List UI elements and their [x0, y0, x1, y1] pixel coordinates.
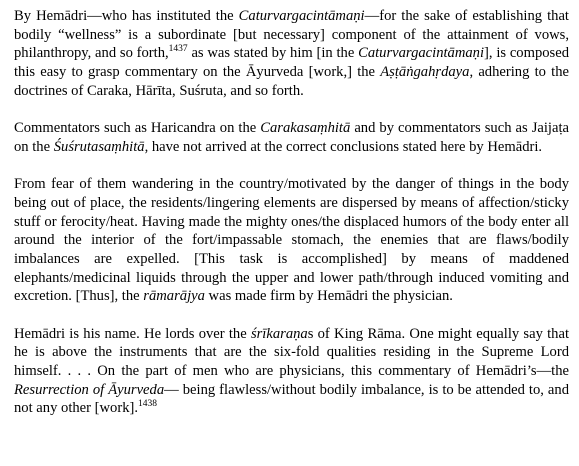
- italic-term: Carakasaṃhitā: [260, 120, 351, 137]
- italic-term: Aṣṭāṅgahṛdaya: [380, 64, 470, 81]
- italic-term: Resurrection of Āyurveda: [14, 381, 165, 398]
- text-run: s of King Rāma. One might equally say that he is above the instruments that are the six-fold qualities residing in the Supreme Lord himself. . . . On the part of men who are physicians, this commentary of Hemādri’s—the: [14, 325, 569, 380]
- footnote-marker: 1438: [138, 398, 158, 409]
- italic-term: śrīkaraṇa: [250, 325, 308, 342]
- italic-term: Caturvargacintāmaṇi: [358, 45, 485, 62]
- italic-term: Śuśrutasaṃhitā: [53, 138, 145, 155]
- text-run: as was stated by him [in the: [187, 45, 359, 62]
- text-run: ], is composed this easy to grasp commentary on the Āyurveda [work,] the: [14, 45, 569, 81]
- text-run: —for the sake of establishing that bodily “wellness” is a subordinate [but necessary] component of the attainment of vows, philanthropy, and so forth,: [14, 8, 569, 62]
- footnote-marker: 1437: [168, 43, 188, 54]
- text-run: Commentators such as Haricandra on the: [14, 120, 261, 137]
- text-run: , have not arrived at the correct conclusions stated here by Hemādri.: [144, 138, 543, 155]
- italic-term: Caturvargacintāmaṇi: [238, 8, 365, 24]
- text-run: — being flawless/without bodily imbalance, is to be attended to, and not any other [work].: [14, 381, 569, 417]
- paragraph-commentators: [14, 119, 569, 156]
- text-run: From fear of them wandering in the country/motivated by the danger of things in the body being out of place, the residents/lingering elements are dispersed by means of affection/sticky stuff or ferocity/heat. Having made the mighty ones/the displaced humors of the body enter all around the interior of the fort/impassable stomach, the enemies that are flaws/bodily imbalances are expelled. [This task is accomplished] by means of maddened elephants/medicinal liquids through the upper and lower path/through induced vomiting and excretion. [Thus], the: [14, 176, 569, 305]
- text-run: , adhering to the doctrines of Caraka, Hārīta, Suśruta, and so forth.: [14, 64, 569, 99]
- text-run: and by commentators such as Jaijaṭa on the: [14, 120, 569, 155]
- paragraph-hemadri-name: [14, 325, 569, 419]
- text-run: By Hemādri—who has instituted the: [14, 8, 239, 24]
- paragraph-hemadri-commentary: [14, 7, 569, 101]
- italic-term: rāmarājya: [143, 288, 205, 305]
- paragraph-bodily-imbalances: [14, 175, 569, 306]
- text-run: Hemādri is his name. He lords over the: [14, 325, 251, 342]
- text-run: was made firm by Hemādri the physician.: [204, 288, 453, 305]
